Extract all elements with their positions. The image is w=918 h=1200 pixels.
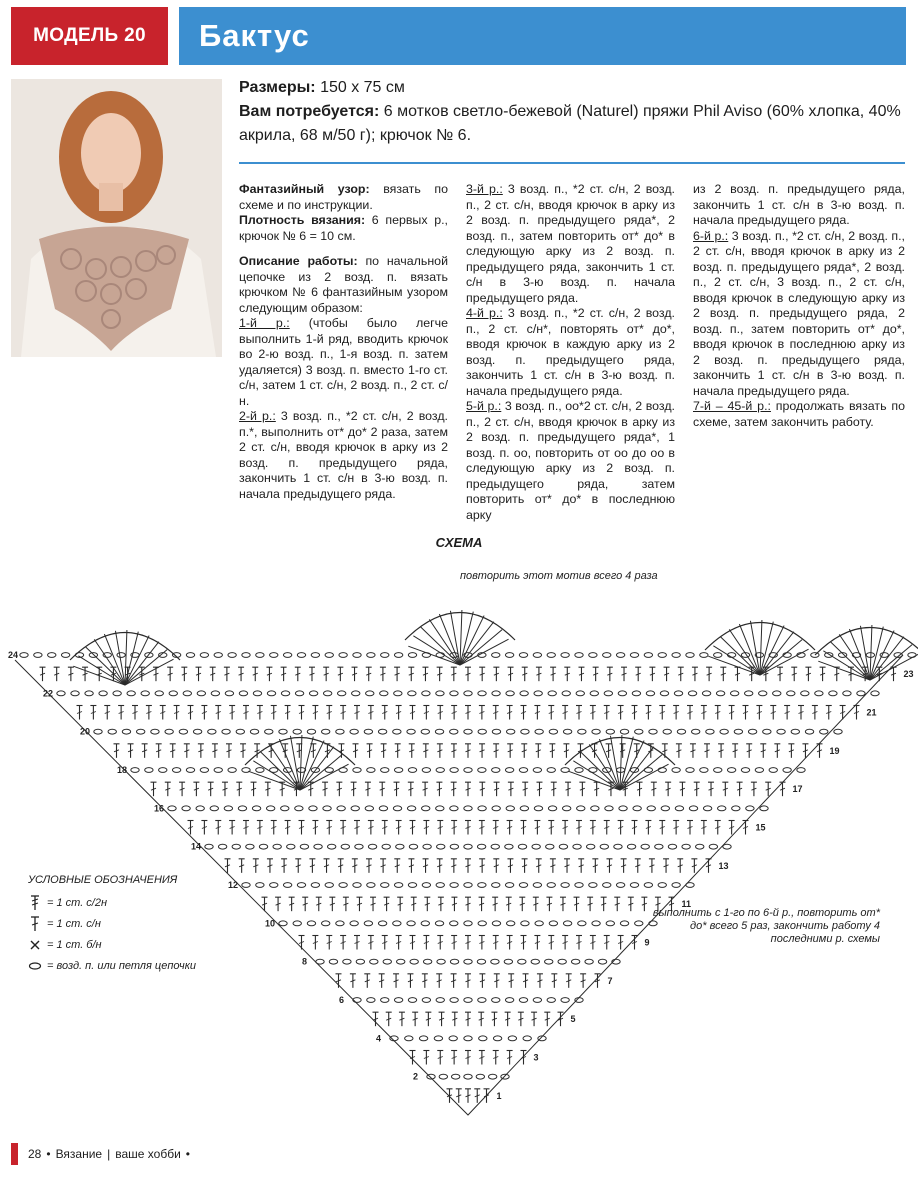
specs-block [239, 76, 905, 148]
row-number-label: 18 [117, 765, 128, 775]
row2-text: 3 возд. п., *2 ст. с/н, 2 возд. п.*, выполнить от* до* 2 раза, затем 2 ст. с/н, вводя крючок в арку из 2 возд. п. предыдущего ряда, закончить 1 ст. с/н в 3-ю возд. п. начала предыдущего ряда. [239, 409, 448, 501]
footer-bullet: • [185, 1147, 190, 1161]
row6-text: 3 возд. п., *2 ст. с/н, 2 возд. п., 2 ст. с/н, вводя крючок в арку из 2 возд. п. предыдущего ряда*, 2 возд. п., 2 ст. с/н, 3 возд. п., 2 ст. с/н, вводя крючок в следующую арку из 2 возд. п. предыдущего ряда, 2 возд. п., затем повторить от* до*, вводя крючок в последнюю арку из 2 возд. п. предыдущего ряда, закончить 1 ст. с/н в 3-ю возд. п. начала предыдущего ряда. [693, 228, 905, 398]
row3-label: 3-й р.: [466, 182, 503, 196]
legend-item [28, 892, 196, 913]
row-number-label: 16 [154, 803, 165, 814]
density-label: Плотность вязания: [239, 213, 366, 227]
row4-text: 3 возд. п., *2 ст. с/н, 2 возд. п., 2 ст. с/н*, повторять от* до*, вводя крючок в каждую арку из 2 возд. п. предыдущего ряда, закончить 1 ст. с/н в 3-ю возд. п. начала предыдущего ряда. [466, 306, 675, 398]
instructions-column-3 [693, 182, 905, 430]
row-number-label: 21 [866, 707, 877, 718]
row-number-label: 1 [496, 1090, 502, 1101]
density-text: 6 первых р., крючок № 6 = 10 см. [239, 213, 448, 243]
single-crochet-icon [28, 936, 42, 954]
row-number-label: 19 [829, 745, 840, 756]
section-divider [239, 162, 905, 164]
row5-continuation: из 2 возд. п. предыдущего ряда, закончить 1 ст. с/н в 3-ю возд. п. начала предыдущего ряда. [693, 182, 905, 227]
legend-label: = 1 ст. с/2н [47, 896, 108, 909]
legend-item [28, 955, 196, 976]
legend-label: = 1 ст. с/н [47, 917, 101, 930]
row-number-label: 3 [533, 1052, 539, 1063]
row-number-label: 2 [413, 1071, 419, 1082]
magazine-name: Вязание [55, 1147, 103, 1161]
row-number-label: 23 [903, 669, 914, 680]
instructions-column-1 [239, 182, 448, 502]
row-number-label: 8 [302, 956, 308, 967]
chain-stitch-icon [28, 957, 42, 975]
row1-label: 1-й р.: [239, 316, 290, 330]
legend-item [28, 913, 196, 934]
size-value: 150 x 75 см [320, 79, 405, 96]
page-number: 28 [28, 1147, 42, 1161]
repeat-instructions-note: выполнить с 1-го по 6-й р., повторить от* до* всего 5 раз, закончить работу 4 последними р. схемы [652, 907, 880, 945]
footer-bullet: • [46, 1147, 51, 1161]
model-photo [11, 79, 222, 357]
repeat-note: повторить этот мотив всего 4 раза [460, 570, 658, 582]
row-number-label: 22 [43, 688, 54, 699]
row4-label: 4-й р.: [466, 306, 503, 320]
legend-label: = возд. п. или петля цепочки [47, 959, 197, 972]
row-number-label: 14 [191, 841, 202, 852]
row-number-label: 13 [718, 860, 729, 871]
pattern-label: Фантазийный узор: [239, 182, 370, 196]
model-number-badge: МОДЕЛЬ 20 [11, 7, 168, 65]
row6-label: 6-й р.: [693, 228, 729, 243]
row2-label: 2-й р.: [239, 409, 276, 423]
legend-label: = 1 ст. б/н [47, 938, 102, 951]
work-text: по начальной цепочке из 2 возд. п. вязать крючком № 6 фантазийным узором следующим образом: [239, 254, 448, 315]
size-label: Размеры: [239, 79, 316, 96]
row-number-label: 17 [792, 784, 803, 795]
row-number-label: 12 [228, 880, 239, 890]
row-number-label: 10 [265, 918, 276, 929]
work-label: Описание работы: [239, 254, 358, 268]
row1-text: (чтобы было легче выполнить 1-й ряд, вводить крючок во 2-ю возд. п., 1-я возд. п. затем удаляется) 3 возд. п. вместо 1-го ст. с/н, затем 1 ст. с/н, 2 возд. п., 2 ст. с/н. [239, 316, 448, 408]
half-double-crochet-icon [28, 894, 42, 912]
row-number-label: 4 [376, 1033, 382, 1044]
row-number-label: 11 [681, 899, 692, 910]
page-footer [11, 1143, 195, 1165]
instructions-column-2 [466, 182, 675, 523]
footer-divider: | [107, 1147, 111, 1161]
row5-label: 5-й р.: [466, 399, 502, 413]
row-number-label: 9 [644, 937, 650, 948]
row7-45-label: 7-й – 45-й р.: [693, 399, 771, 413]
page-title: Бактус [179, 7, 906, 65]
crochet-chart [0, 560, 918, 1130]
footer-accent-bar [11, 1143, 18, 1165]
row5-text: 3 возд. п., оо*2 ст. с/н, 2 возд. п., 2 ст. с/н, вводя крючок в арку из 2 возд. п. предыдущего ряда*, 1 возд. п. оо, повторить от оо до оо в следующую арку из 2 возд. п. предыдущего ряда, затем повторить от* до* в последнюю арку [466, 399, 675, 522]
row-number-label: 7 [607, 975, 613, 986]
row-number-label: 20 [80, 726, 91, 737]
materials-label: Вам потребуется: [239, 103, 380, 120]
row-number-label: 24 [8, 650, 19, 660]
row-number-label: 6 [339, 995, 345, 1005]
row-number-label: 5 [570, 1014, 576, 1025]
row3-text: 3 возд. п., *2 ст. с/н, 2 возд. п., 2 ст. с/н, вводя крючок в арку из 2 возд. п. предыдущего ряда*, 2 возд. п., затем повторить от* до* в следующую арку из 2 возд. п. предыдущего ряда, закончить 1 ст. с/н в 3-ю возд. п. начала предыдущего ряда. [466, 182, 675, 305]
materials-value: 6 мотков светло-бежевой (Naturel) пряжи Phil Aviso (60% хлопка, 40% акрила, 68 м/50 г); крючок № 6. [239, 103, 901, 144]
row7-45-text: продолжать вязать по схеме, затем закончить работу. [693, 399, 905, 429]
pattern-text: вязать по схеме и по инструкции. [239, 182, 448, 212]
legend-item [28, 934, 196, 955]
row-number-label: 15 [755, 822, 766, 833]
magazine-tagline: ваше хобби [115, 1147, 181, 1161]
legend [28, 874, 196, 976]
diagram-title: СХЕМА [435, 535, 483, 550]
double-crochet-icon [28, 915, 42, 933]
legend-title: УСЛОВНЫЕ ОБОЗНАЧЕНИЯ [28, 874, 178, 886]
